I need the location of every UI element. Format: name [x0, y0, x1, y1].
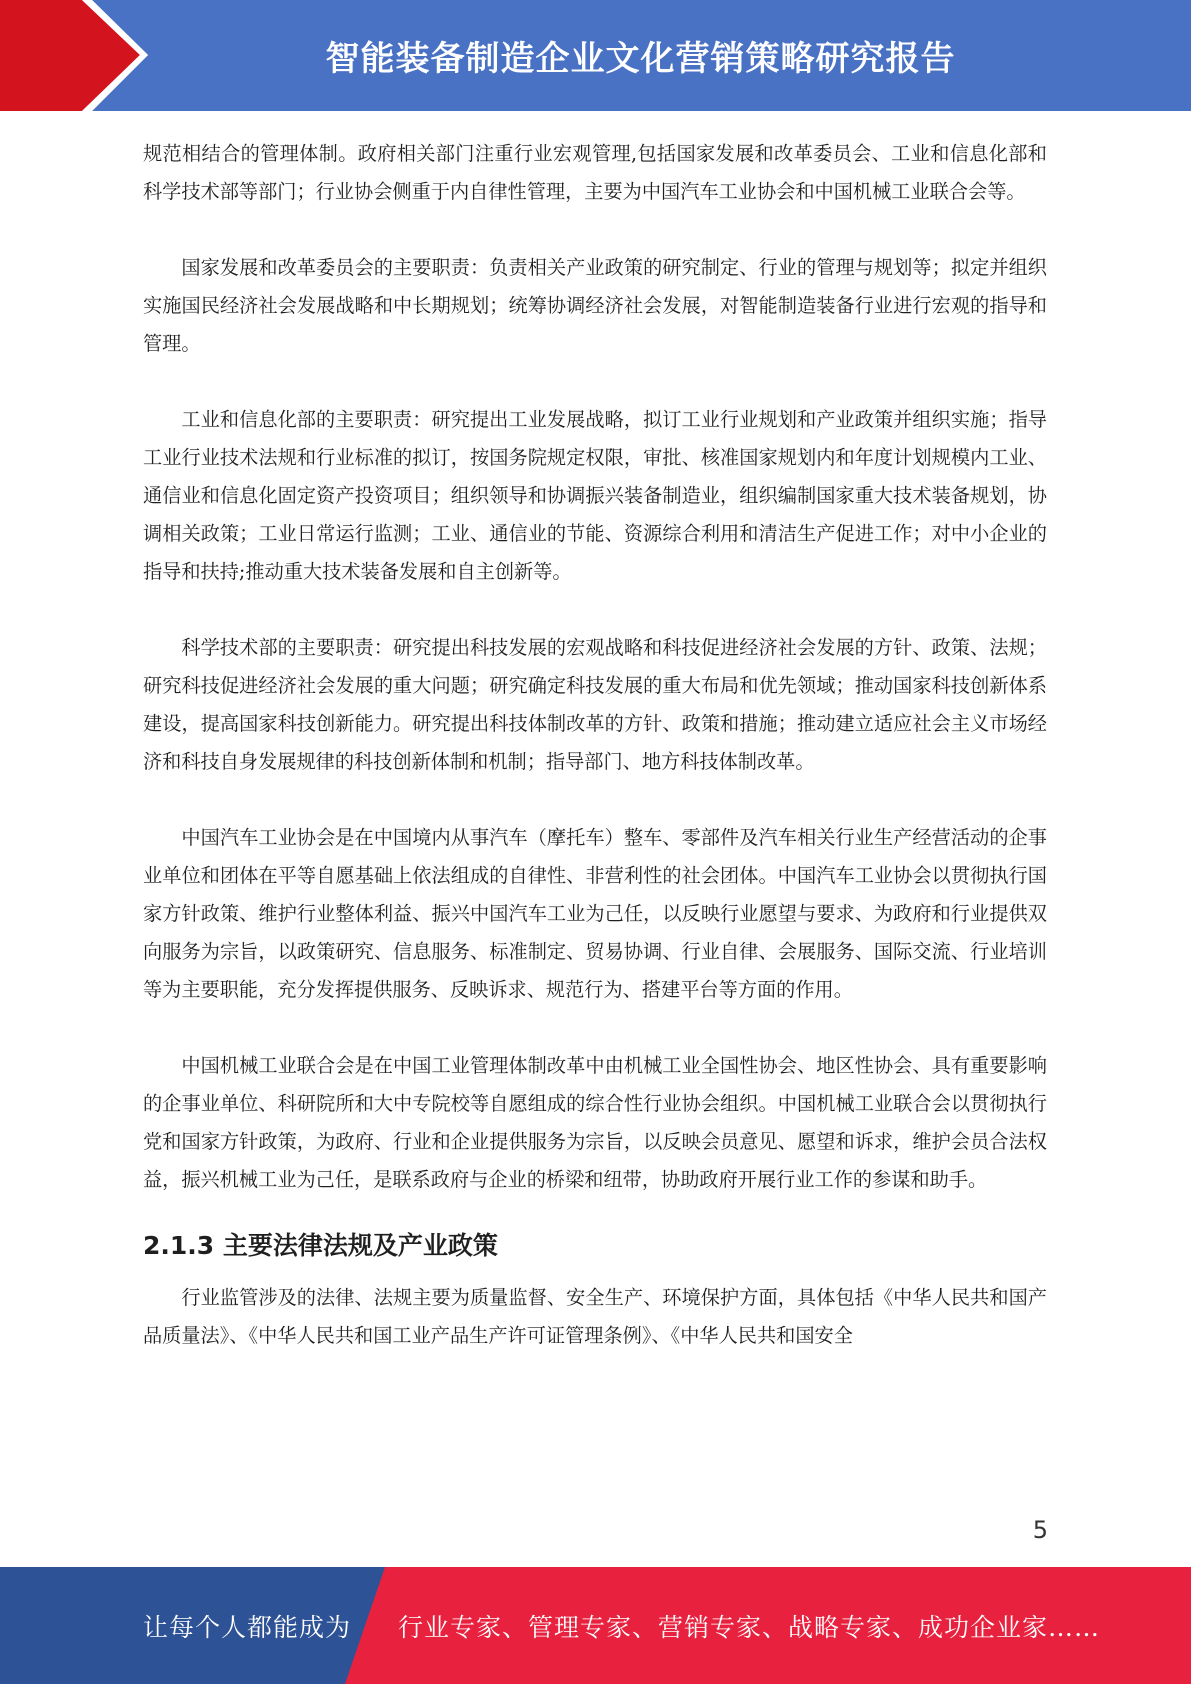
page-header [0, 0, 1191, 111]
footer-slogan-right: 行业专家、管理专家、营销专家、战略专家、成功企业家…… [398, 1612, 1101, 1642]
page-footer [0, 1567, 1191, 1684]
page-number: 5 [1032, 1516, 1048, 1544]
footer-slogan-left: 让每个人都能成为 [143, 1612, 352, 1642]
report-title: 智能装备制造企业文化营销策略研究报告 [325, 39, 956, 79]
section-heading: 2.1.3 主要法律法规及产业政策 [143, 1231, 498, 1260]
paragraph: 工业和信息化部的主要职责：研究提出工业发展战略，拟订工业行业规划和产业政策并组织实施；指导工业行业技术法规和行业标准的拟订，按国务院规定权限，审批、核准国家规划内和年度计划规模内工业、通信业和信息化固定资产投资项目；组织领导和协调振兴装备制造业，组织编制国家重大技术装备规划，协调相关政策；工业日常运行监测；工业、通信业的节能、资源综合利用和清洁生产促进工作；对中小企业的指导和扶持;推动重大技术装备发展和自主创新等。 [143, 408, 1047, 583]
paragraph: 规范相结合的管理体制。政府相关部门注重行业宏观管理,包括国家发展和改革委员会、工业和信息化部和科学技术部等部门；行业协会侧重于内自律性管理，主要为中国汽车工业协会和中国机械工业联合会等。 [143, 142, 1047, 203]
paragraph: 中国汽车工业协会是在中国境内从事汽车（摩托车）整车、零部件及汽车相关行业生产经营活动的企事业单位和团体在平等自愿基础上依法组成的自律性、非营利性的社会团体。中国汽车工业协会以贯彻执行国家方针政策、维护行业整体利益、振兴中国汽车工业为己任，以反映行业愿望与要求、为政府和行业提供双向服务为宗旨，以政策研究、信息服务、标准制定、贸易协调、行业自律、会展服务、国际交流、行业培训等为主要职能，充分发挥提供服务、反映诉求、规范行为、搭建平台等方面的作用。 [143, 826, 1047, 1001]
red-chevron-decoration [0, 0, 150, 111]
paragraph: 科学技术部的主要职责：研究提出科技发展的宏观战略和科技促进经济社会发展的方针、政策、法规；研究科技促进经济社会发展的重大问题；研究确定科技发展的重大布局和优先领域；推动国家科技创新体系建设，提高国家科技创新能力。研究提出科技体制改革的方针、政策和措施；推动建立适应社会主义市场经济和科技自身发展规律的科技创新体制和机制；指导部门、地方科技体制改革。 [143, 636, 1047, 773]
paragraph: 行业监管涉及的法律、法规主要为质量监督、安全生产、环境保护方面，具体包括《中华人民共和国产品质量法》、《中华人民共和国工业产品生产许可证管理条例》、《中华人民共和国安全 [143, 1286, 1047, 1347]
paragraph: 国家发展和改革委员会的主要职责：负责相关产业政策的研究制定、行业的管理与规划等；拟定并组织实施国民经济社会发展战略和中长期规划；统筹协调经济社会发展，对智能制造装备行业进行宏观的指导和管理。 [143, 256, 1047, 355]
document-body [143, 135, 1047, 1355]
paragraph: 中国机械工业联合会是在中国工业管理体制改革中由机械工业全国性协会、地区性协会、具有重要影响的企事业单位、科研院所和大中专院校等自愿组成的综合性行业协会组织。中国机械工业联合会以贯彻执行党和国家方针政策，为政府、行业和企业提供服务为宗旨，以反映会员意见、愿望和诉求，维护会员合法权益，振兴机械工业为己任，是联系政府与企业的桥梁和纽带，协助政府开展行业工作的参谋和助手。 [143, 1054, 1047, 1191]
